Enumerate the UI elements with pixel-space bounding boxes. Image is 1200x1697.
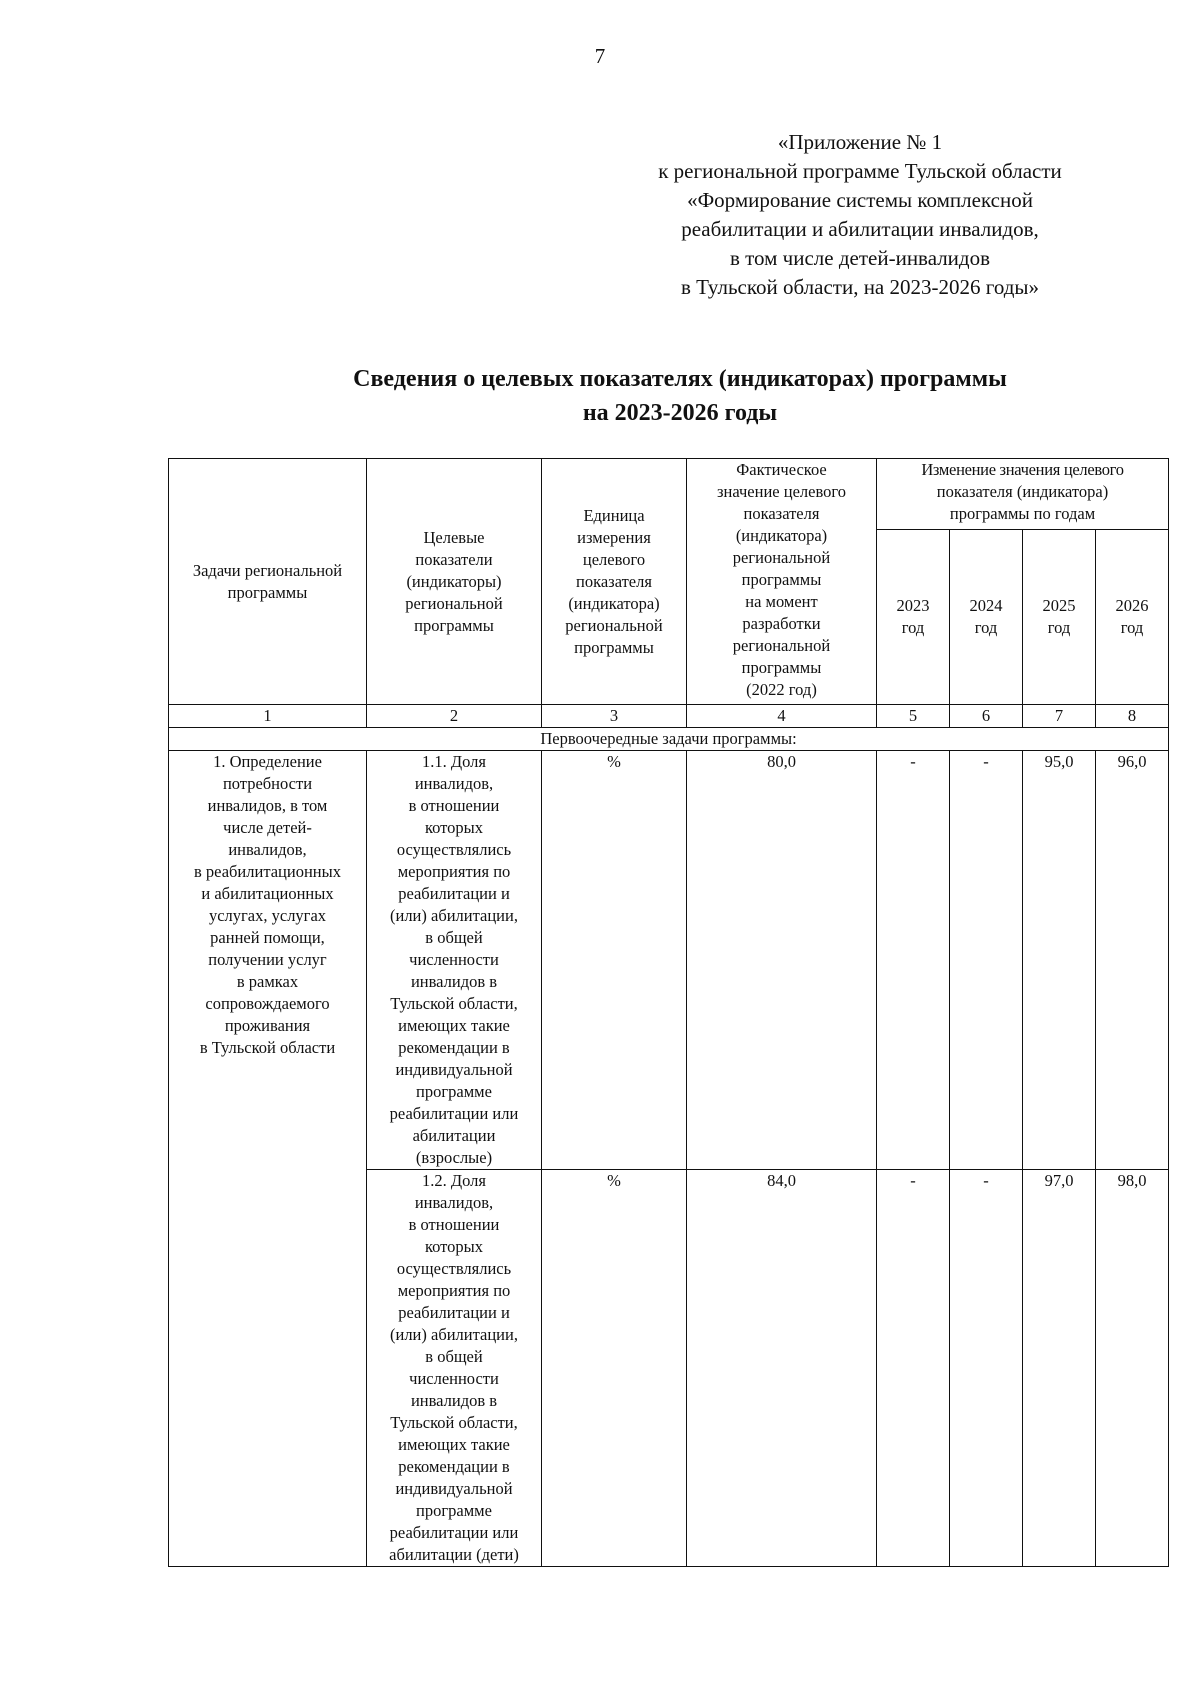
column-number: 3: [542, 705, 687, 728]
group-row: [169, 728, 1169, 751]
title-line: Сведения о целевых показателях (индикаторах) программы: [353, 366, 1007, 392]
value-2026-cell: 98,0: [1096, 1170, 1169, 1567]
header-year-2023: 2023 год: [877, 530, 950, 705]
value-2023-cell: -: [877, 1170, 950, 1567]
group-title: Первоочередные задачи программы:: [169, 728, 1169, 751]
value-2024-cell: -: [950, 1170, 1023, 1567]
header-change-by-year: Изменение значения целевого показателя (индикатора) программы по годам: [877, 459, 1169, 530]
appendix-line: «Формирование системы комплексной: [687, 188, 1033, 212]
value-2024-cell: -: [950, 751, 1023, 1170]
header-actual-value: Фактическое значение целевого показателя (индикатора) региональной программы на момент разработки региональной программы (2022 год): [687, 459, 877, 705]
header-year-2026: 2026 год: [1096, 530, 1169, 705]
page-number: 7: [594, 44, 606, 68]
column-number: 6: [950, 705, 1023, 728]
table-row: [169, 751, 1169, 1170]
indicator-cell: 1.2. Доля инвалидов, в отношении которых осуществлялись мероприятия по реабилитации и (или) абилитации, в общей численности инвалидов в Тульской области, имеющих такие рекомендации в индивидуальной программе реабилитации или абилитации (дети): [367, 1170, 542, 1567]
column-number: 8: [1096, 705, 1169, 728]
value-2025-cell: 95,0: [1023, 751, 1096, 1170]
column-number: 2: [367, 705, 542, 728]
column-number: 7: [1023, 705, 1096, 728]
column-number: 4: [687, 705, 877, 728]
header-tasks: Задачи региональной программы: [169, 459, 367, 705]
column-number: 5: [877, 705, 950, 728]
header-year-2025: 2025 год: [1023, 530, 1096, 705]
appendix-line: в Тульской области, на 2023-2026 годы»: [680, 275, 1040, 299]
value-2025-cell: 97,0: [1023, 1170, 1096, 1567]
title-line: на 2023-2026 годы: [582, 400, 778, 426]
value-2026-cell: 96,0: [1096, 751, 1169, 1170]
indicators-table: [168, 458, 1169, 1567]
column-numbers-row: [169, 705, 1169, 728]
actual-value-cell: 80,0: [687, 751, 877, 1170]
indicator-cell: 1.1. Доля инвалидов, в отношении которых осуществлялись мероприятия по реабилитации и (или) абилитации, в общей численности инвалидов в Тульской области, имеющих такие рекомендации в индивидуальной программе реабилитации или абилитации (взрослые): [367, 751, 542, 1170]
header-indicators: Целевые показатели (индикаторы) региональной программы: [367, 459, 542, 705]
value-2023-cell: -: [877, 751, 950, 1170]
task-cell: 1. Определение потребности инвалидов, в том числе детей- инвалидов, в реабилитационных и абилитационных услугах, услугах ранней помощи, получении услуг в рамках сопровождаемого проживания в Тульской области: [169, 751, 367, 1567]
unit-cell: %: [542, 751, 687, 1170]
header-year-2024: 2024 год: [950, 530, 1023, 705]
appendix-line: «Приложение № 1: [777, 130, 943, 154]
appendix-line: реабилитации и абилитации инвалидов,: [681, 217, 1039, 241]
actual-value-cell: 84,0: [687, 1170, 877, 1567]
appendix-heading: [620, 128, 1100, 302]
appendix-line: к региональной программе Тульской области: [658, 159, 1062, 183]
header-unit: Единица измерения целевого показателя (индикатора) региональной программы: [542, 459, 687, 705]
appendix-line: в том числе детей-инвалидов: [729, 246, 991, 270]
unit-cell: %: [542, 1170, 687, 1567]
column-number: 1: [169, 705, 367, 728]
document-title: [240, 362, 1120, 430]
